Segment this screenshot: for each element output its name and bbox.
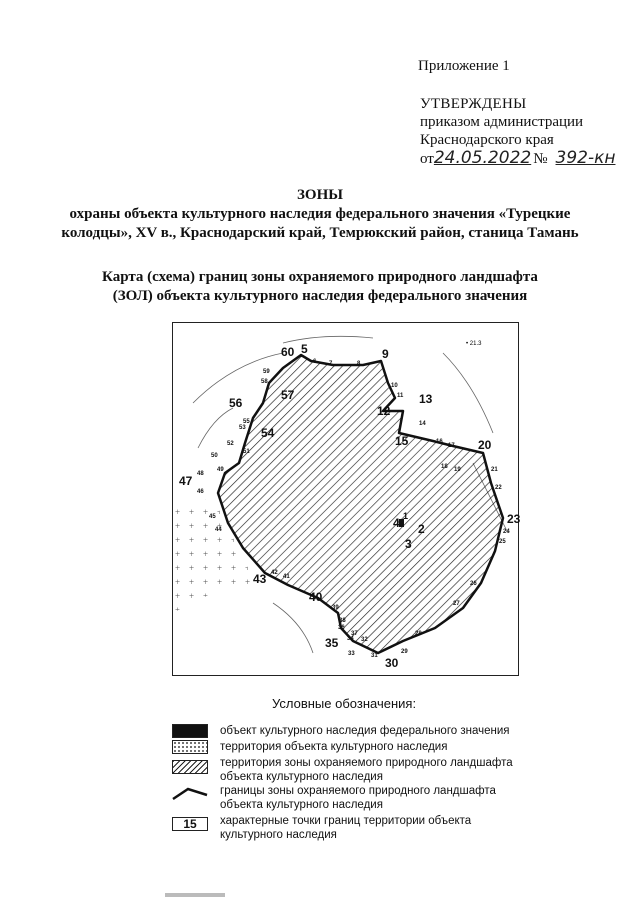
point-label: 14: [419, 421, 426, 427]
approval-line1: приказом администрации: [420, 114, 584, 130]
legend-item-point-numbers: [172, 814, 520, 842]
point-label: 49: [217, 467, 224, 473]
point-label: 59: [263, 369, 270, 375]
point-label: 42: [271, 570, 278, 576]
point-label: 43: [253, 572, 267, 586]
point-label: 12: [377, 404, 391, 418]
map-frame: [172, 322, 519, 676]
point-label: 51: [243, 449, 250, 455]
point-label: 22: [495, 485, 502, 491]
map-subtitle: Карта (схема) границ зоны охраняемого природного ландшафта (ЗОЛ) объекта культурного наследия федерального значения: [102, 269, 538, 304]
point-label: 3: [405, 537, 412, 551]
point-label: 10: [391, 383, 398, 389]
legend-item-landscape-zone: [172, 756, 520, 784]
point-label: 17: [448, 443, 455, 449]
point-label: 4: [393, 516, 400, 530]
point-label: 23: [507, 512, 521, 526]
point-label: 37: [351, 631, 358, 637]
point-label: 36: [338, 625, 345, 631]
point-label: 26: [470, 581, 477, 587]
legend-text: границы зоны охраняемого природного ландшафта объекта культурного наследия: [220, 785, 496, 811]
point-label: 57: [281, 388, 295, 402]
point-number-icon: 15: [172, 817, 208, 831]
point-label: 15: [395, 434, 409, 448]
point-label: 18: [441, 464, 448, 470]
point-label: 52: [227, 441, 234, 447]
legend-item-heritage-object: [172, 724, 520, 738]
point-label: 30: [385, 656, 399, 670]
point-label: 56: [229, 396, 243, 410]
page-footer-mark: [165, 893, 225, 897]
point-label: 11: [397, 393, 404, 399]
point-label: 6: [313, 359, 317, 365]
point-label: 19: [454, 467, 461, 473]
approval-line2: Краснодарского края: [420, 132, 554, 148]
approval-date-number: [420, 149, 615, 168]
appendix-label: Приложение 1: [418, 58, 510, 74]
point-label: 41: [283, 574, 290, 580]
legend-text: территория зоны охраняемого природного ландшафта объекта культурного наследия: [220, 757, 513, 783]
point-label: 60: [281, 345, 295, 359]
number-prefix: №: [533, 151, 548, 167]
point-label: 31: [371, 653, 378, 659]
title-main: ЗОНЫ: [297, 187, 343, 203]
boundary-line-icon: [172, 787, 208, 801]
point-label: 20: [478, 438, 492, 452]
handwritten-number: 392-кн: [555, 148, 616, 168]
point-label: 33: [348, 651, 355, 657]
point-label: 28: [415, 631, 422, 637]
point-label: 44: [215, 527, 222, 533]
point-label: 16: [436, 439, 443, 445]
zone-map: [173, 323, 521, 675]
point-label: 2: [418, 522, 425, 536]
point-label: 34: [347, 636, 354, 642]
point-label: 38: [339, 618, 346, 624]
legend-text: объект культурного наследия федерального значения: [220, 725, 510, 737]
dotted-area-icon: [172, 740, 208, 754]
handwritten-date: 24.05.2022: [433, 148, 532, 168]
point-label: 55: [243, 419, 250, 425]
point-label: 32: [361, 637, 368, 643]
point-label: 58: [261, 379, 268, 385]
point-label: 7: [329, 361, 333, 367]
point-label: 25: [499, 539, 506, 545]
point-label: 5: [301, 342, 308, 356]
black-square-icon: [172, 724, 208, 738]
point-label: 24: [503, 529, 510, 535]
hatched-area-icon: [172, 760, 208, 774]
point-label: 50: [211, 453, 218, 459]
point-label: 45: [209, 514, 216, 520]
legend-text: характерные точки границ территории объекта культурного наследия: [220, 815, 472, 841]
point-label: 48: [197, 471, 204, 477]
point-label: 1: [403, 511, 409, 521]
document-title: [60, 186, 580, 243]
point-label: 27: [453, 601, 460, 607]
zone-boundary-hatched: [218, 355, 503, 653]
point-label: 21: [491, 467, 498, 473]
point-label: 40: [309, 590, 323, 604]
date-prefix: от: [420, 151, 434, 167]
legend-item-heritage-territory: [172, 740, 520, 754]
map-corner-label: • 21.3: [466, 341, 482, 347]
point-label: 8: [357, 361, 361, 367]
point-label: 13: [419, 392, 433, 406]
point-label: 9: [382, 347, 389, 361]
legend-title: Условные обозначения:: [272, 696, 417, 711]
title-body: охраны объекта культурного наследия федерального значения «Турецкие колодцы», XV в., Краснодарский край, Темрюкский район, станица Тамань: [61, 206, 579, 241]
point-label: 54: [261, 426, 275, 440]
legend-item-zone-boundary: [172, 784, 520, 812]
point-label: 46: [197, 489, 204, 495]
point-label: 35: [325, 636, 339, 650]
approval-heading: УТВЕРЖДЕНЫ: [420, 96, 527, 112]
point-label: 39: [332, 605, 339, 611]
point-label: 29: [401, 649, 408, 655]
legend-text: территория объекта культурного наследия: [220, 741, 448, 753]
point-label: 53: [239, 425, 246, 431]
point-label: 47: [179, 474, 193, 488]
approval-stamp: [420, 95, 615, 168]
